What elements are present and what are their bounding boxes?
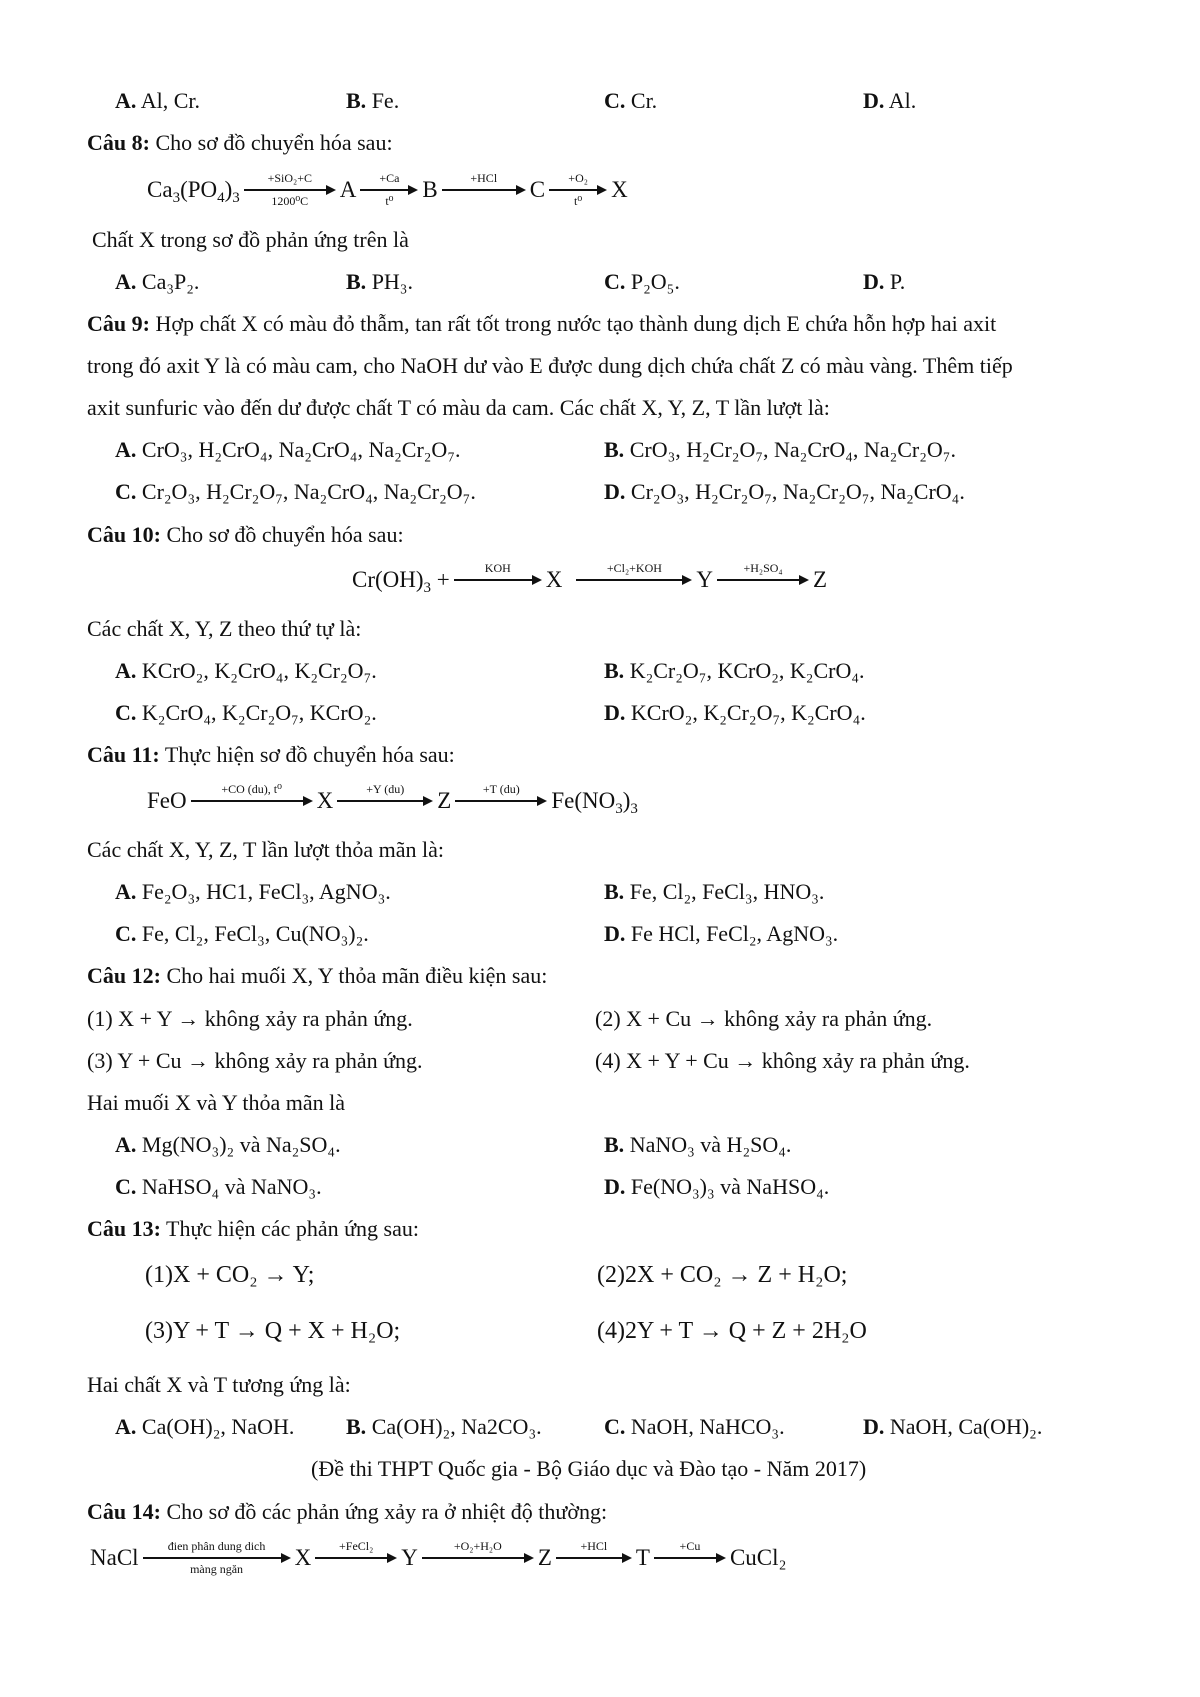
q11-option-d (604, 919, 838, 949)
option-text: KCrO₂, K₂CrO₄, K₂Cr₂O₇. (141, 658, 377, 683)
q12-option-b (604, 1130, 791, 1160)
q7-option-c (604, 86, 657, 116)
scheme-node: X (316, 788, 334, 813)
question-text: Cho sơ đồ các phản ứng xảy ra ở nhiệt độ thường: (160, 1499, 608, 1524)
q11-option-b (604, 877, 824, 907)
option-letter: D. (863, 1414, 885, 1439)
option-text: NaOH, Ca(OH)₂. (889, 1414, 1043, 1439)
option-letter: A. (115, 437, 137, 462)
q8-scheme (147, 172, 628, 208)
q9-option-b (604, 435, 956, 465)
option-text: Mg(NO₃)₂ và Na₂SO₄. (141, 1132, 341, 1157)
q9-stem-line3: axit sunfuric vào đến dư được chất T có màu da cam. Các chất X, Y, Z, T lần lượt là: (87, 395, 830, 420)
option-text: Cr. (630, 88, 658, 113)
option-text: Ca(OH)₂, NaOH. (141, 1414, 295, 1439)
question-text: Hợp chất X có màu đỏ thẫm, tan rất tốt trong nước tạo thành dung dịch E chứa hỗn hợp hai axit (149, 311, 997, 336)
reaction-arrow: +SiO₂+C 1200⁰C (244, 172, 336, 208)
q7-option-b (346, 86, 399, 116)
option-letter: B. (346, 1414, 367, 1439)
q10-scheme (352, 562, 827, 598)
q11-option-c (115, 919, 369, 949)
reaction-arrow: +O₂ t⁰ (549, 172, 607, 208)
question-text: Thực hiện sơ đồ chuyển hóa sau: (159, 742, 455, 767)
reaction-arrow: +H₂SO₄ (717, 562, 809, 598)
q12-condition-3: (3) Y + Cu → không xảy ra phản ứng. (87, 1048, 423, 1073)
q14-stem (87, 1497, 607, 1527)
question-label: Câu 12: (87, 963, 161, 988)
question-text: Cho hai muối X, Y thỏa mãn điều kiện sau: (160, 963, 548, 988)
option-letter: A. (115, 1132, 137, 1157)
option-letter: D. (604, 921, 626, 946)
q11-option-a (115, 877, 391, 907)
option-letter: A. (115, 1414, 137, 1439)
q12-option-c (115, 1172, 322, 1202)
option-text: Ca₃P₂. (141, 269, 200, 294)
scheme-node: X (294, 1545, 312, 1570)
scheme-node: CuCl₂ (729, 1545, 787, 1570)
option-letter: B. (346, 88, 367, 113)
scheme-start: FeO (147, 788, 187, 813)
option-letter: C. (115, 700, 137, 725)
scheme-node: C (529, 177, 546, 202)
q12-option-a (115, 1130, 341, 1160)
option-text: Al. (888, 88, 917, 113)
scheme-node: Z (437, 788, 452, 813)
q11-stem (87, 740, 455, 770)
scheme-node: Z (813, 567, 828, 592)
scheme-node: Z (537, 1545, 552, 1570)
reaction-arrow: KOH (454, 562, 542, 598)
question-label: Câu 14: (87, 1499, 161, 1524)
q11-question: Các chất X, Y, Z, T lần lượt thỏa mãn là: (87, 837, 444, 862)
q12-question: Hai muối X và Y thỏa mãn là (87, 1090, 346, 1115)
q7-option-d (863, 86, 916, 116)
option-text: K₂Cr₂O₇, KCrO₂, K₂CrO₄. (629, 658, 865, 683)
option-text: NaHSO₄ và NaNO₃. (141, 1174, 322, 1199)
option-letter: C. (115, 921, 137, 946)
q12-condition-1: (1) X + Y → không xảy ra phản ứng. (87, 1006, 413, 1031)
q9-option-a (115, 435, 461, 465)
option-text: PH₃. (371, 269, 413, 294)
option-letter: B. (604, 658, 625, 683)
scheme-node: B (422, 177, 438, 202)
option-letter: D. (863, 269, 885, 294)
option-text: K₂CrO₄, K₂Cr₂O₇, KCrO₂. (141, 700, 377, 725)
option-letter: B. (604, 437, 625, 462)
q8-question: Chất X trong sơ đồ phản ứng trên là (92, 227, 409, 252)
reaction-arrow: +CO (du), t⁰ (191, 783, 313, 819)
q10-option-d (604, 698, 866, 728)
option-letter: C. (604, 88, 626, 113)
q8-option-b (346, 267, 413, 297)
q13-option-d (863, 1412, 1042, 1442)
q13-reaction-1: (1)X + CO₂ → Y; (145, 1262, 315, 1288)
q9-stem-line2: trong đó axit Y là có màu cam, cho NaOH dư vào E được dung dịch chứa chất Z có màu vàng. Thêm tiếp (87, 353, 1013, 378)
q10-stem (87, 520, 404, 550)
option-text: CrO₃, H₂CrO₄, Na₂CrO₄, Na₂Cr₂O₇. (141, 437, 461, 462)
reaction-arrow: +Y (du) (337, 783, 433, 819)
q13-reaction-2: (2)2X + CO₂ → Z + H₂O; (597, 1262, 848, 1288)
option-letter: C. (604, 269, 626, 294)
question-label: Câu 11: (87, 742, 160, 767)
q10-option-a (115, 656, 377, 686)
option-text: NaNO₃ và H₂SO₄. (629, 1132, 792, 1157)
option-letter: B. (346, 269, 367, 294)
scheme-start: $Cr(OH)_3$ + (352, 567, 450, 596)
question-label: Câu 9: (87, 311, 150, 336)
option-letter: C. (115, 479, 137, 504)
q8-option-a (115, 267, 199, 297)
option-text: Fe(NO₃)₃ và NaHSO₄. (630, 1174, 830, 1199)
option-letter: A. (115, 88, 137, 113)
option-text: Cr₂O₃, H₂Cr₂O₇, Na₂Cr₂O₇, Na₂CrO₄. (630, 479, 965, 504)
q13-option-a (115, 1412, 294, 1442)
reaction-arrow: +FeCl₂ (315, 1540, 397, 1576)
option-text: Fe₂O₃, HC1, FeCl₃, AgNO₃. (141, 879, 391, 904)
option-letter: C. (115, 1174, 137, 1199)
option-letter: D. (604, 1174, 626, 1199)
question-label: Câu 13: (87, 1216, 161, 1241)
q13-stem (87, 1214, 419, 1244)
reaction-arrow: đien phân dung dich màng ngăn (143, 1540, 291, 1576)
reaction-arrow: +HCl (556, 1540, 632, 1576)
scheme-node: Y (401, 1545, 418, 1570)
question-text: Cho sơ đồ chuyển hóa sau: (149, 130, 393, 155)
q9-stem (87, 309, 996, 339)
reaction-arrow: +HCl (442, 172, 526, 208)
option-letter: A. (115, 879, 137, 904)
scheme-node: Y (696, 567, 714, 592)
question-label: Câu 8: (87, 130, 150, 155)
option-letter: B. (604, 879, 625, 904)
q9-option-d (604, 477, 965, 507)
q12-option-d (604, 1172, 829, 1202)
scheme-start: $Ca_3(PO_4)_3$ (147, 177, 240, 206)
option-letter: D. (604, 479, 626, 504)
option-text: Fe HCl, FeCl₂, AgNO₃. (630, 921, 839, 946)
option-text: NaOH, NaHCO₃. (630, 1414, 785, 1439)
option-text: P₂O₅. (630, 269, 680, 294)
question-text: Thực hiện các phản ứng sau: (160, 1216, 419, 1241)
q13-reaction-4: (4)2Y + T → Q + Z + 2H₂O (597, 1318, 867, 1344)
q12-condition-2: (2) X + Cu → không xảy ra phản ứng. (595, 1006, 933, 1031)
q10-question: Các chất X, Y, Z theo thứ tự là: (87, 616, 362, 641)
option-text: Ca(OH)₂, Na2CO₃. (371, 1414, 542, 1439)
q13-option-b (346, 1412, 542, 1442)
q13-reaction-3: (3)Y + T → Q + X + H₂O; (145, 1318, 401, 1344)
reaction-arrow: +T (du) (455, 783, 547, 819)
option-letter: C. (604, 1414, 626, 1439)
option-letter: D. (604, 700, 626, 725)
question-text: Cho sơ đồ chuyển hóa sau: (160, 522, 404, 547)
option-text: Fe, Cl₂, FeCl₃, HNO₃. (629, 879, 825, 904)
scheme-node: T (635, 1545, 650, 1570)
q14-scheme (90, 1540, 787, 1576)
option-letter: A. (115, 658, 137, 683)
q9-option-c (115, 477, 476, 507)
q13-option-c (604, 1412, 785, 1442)
option-text: Fe. (371, 88, 400, 113)
option-letter: B. (604, 1132, 625, 1157)
q12-stem (87, 961, 547, 991)
reaction-arrow: +Cu (654, 1540, 726, 1576)
q8-option-d (863, 267, 905, 297)
q12-condition-4: (4) X + Y + Cu → không xảy ra phản ứng. (595, 1048, 970, 1073)
q10-option-b (604, 656, 865, 686)
option-letter: A. (115, 269, 137, 294)
option-text: Fe, Cl₂, FeCl₃, Cu(NO₃)₂. (141, 921, 369, 946)
option-text: CrO₃, H₂Cr₂O₇, Na₂CrO₄, Na₂Cr₂O₇. (629, 437, 956, 462)
scheme-end: $Fe(NO_3)_3$ (551, 788, 638, 817)
reaction-arrow: +Cl₂+KOH (576, 562, 692, 598)
q8-option-c (604, 267, 680, 297)
reaction-arrow: +Ca t⁰ (360, 172, 418, 208)
option-letter: D. (863, 88, 885, 113)
q13-question: Hai chất X và T tương ứng là: (87, 1372, 351, 1397)
question-label: Câu 10: (87, 522, 161, 547)
q7-option-a (115, 86, 200, 116)
reaction-arrow: +O₂+H₂O (422, 1540, 534, 1576)
scheme-start: NaCl (90, 1545, 139, 1570)
scheme-node: X (545, 567, 563, 592)
option-text: Al, Cr. (140, 88, 200, 113)
q13-source: (Đề thi THPT Quốc gia - Bộ Giáo dục và Đào tạo - Năm 2017) (311, 1456, 867, 1481)
option-text: P. (889, 269, 906, 294)
scheme-node: A (339, 177, 357, 202)
q11-scheme (147, 783, 638, 819)
q8-stem (87, 128, 393, 158)
option-text: Cr₂O₃, H₂Cr₂O₇, Na₂CrO₄, Na₂Cr₂O₇. (141, 479, 476, 504)
option-text: KCrO₂, K₂Cr₂O₇, K₂CrO₄. (630, 700, 866, 725)
scheme-node: X (611, 177, 628, 202)
q10-option-c (115, 698, 377, 728)
